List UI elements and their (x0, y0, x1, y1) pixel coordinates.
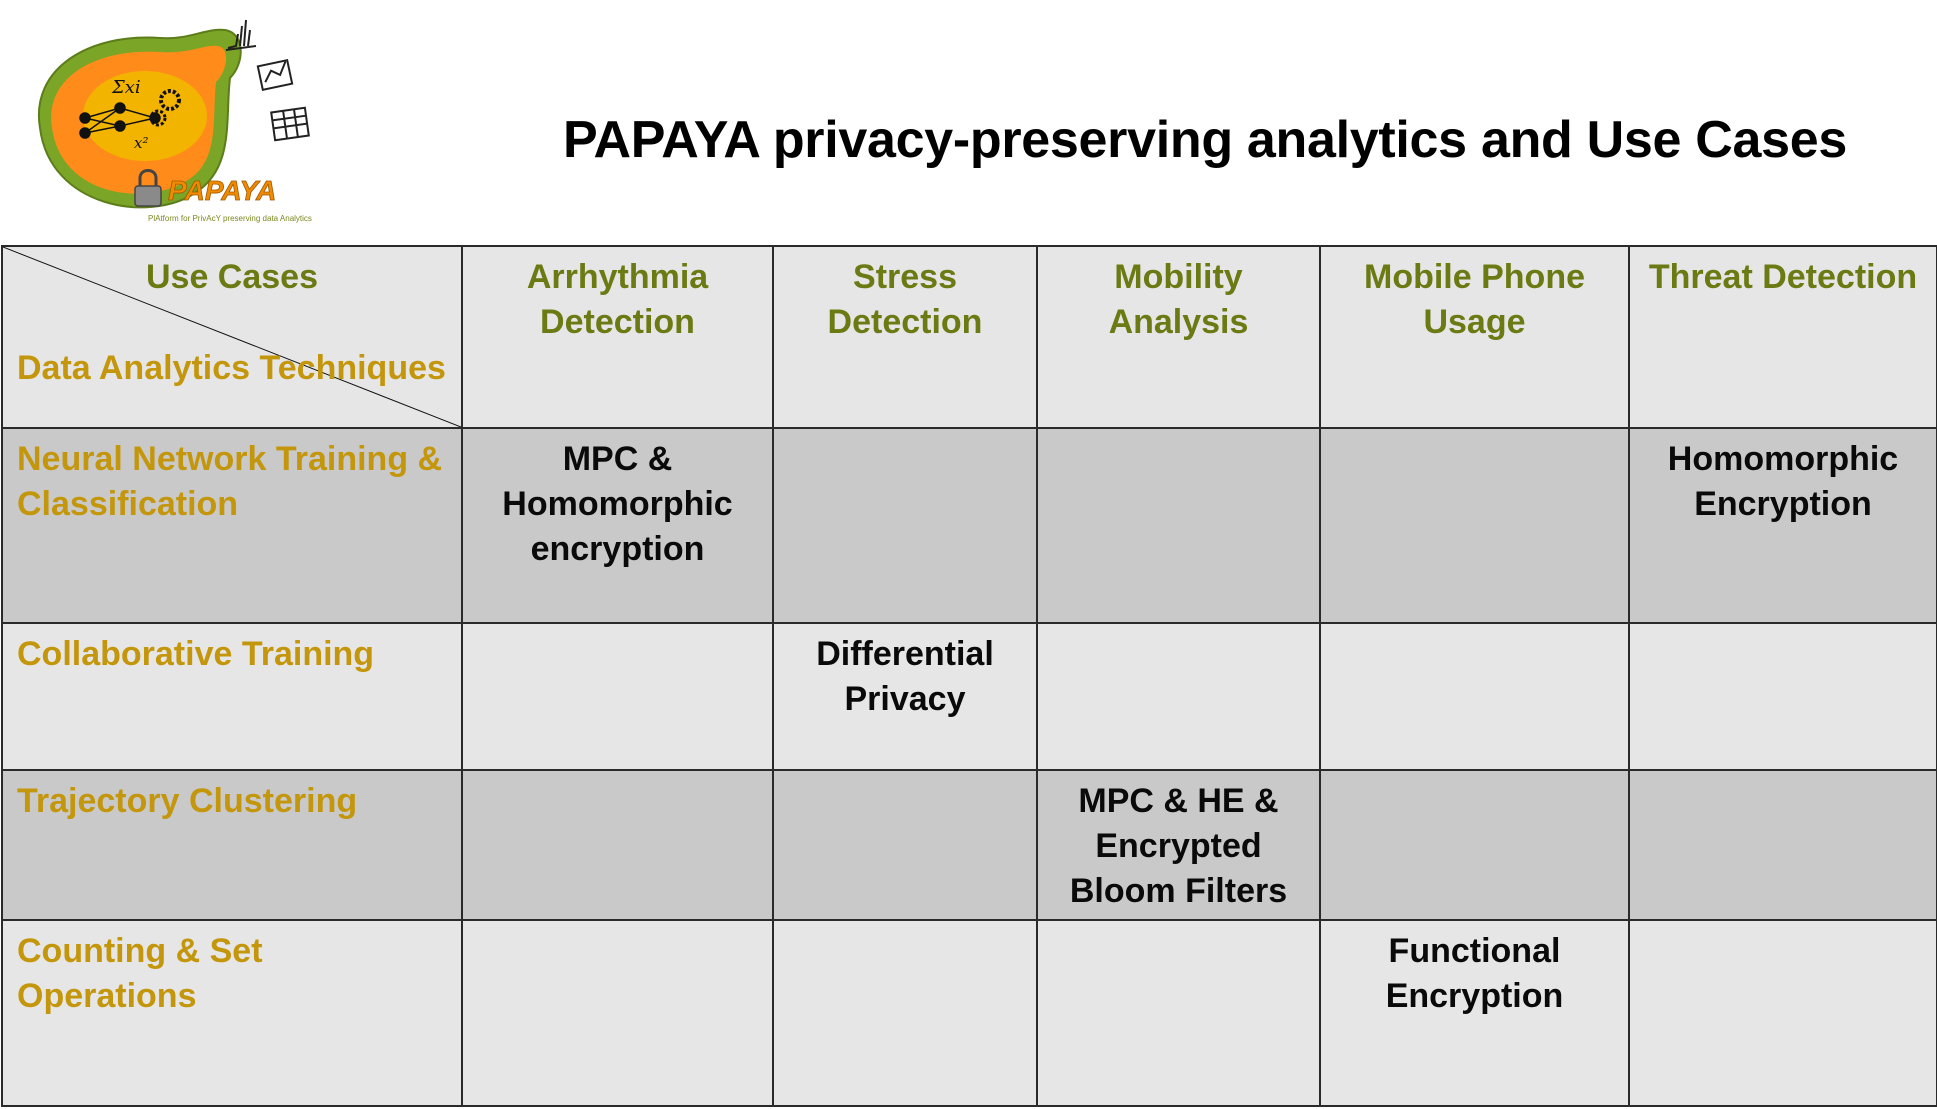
technique-cell: Differential Privacy (773, 623, 1037, 770)
svg-text:Σxi: Σxi (112, 77, 141, 98)
technique-cell: MPC & HE & Encrypted Bloom Filters (1037, 770, 1320, 920)
use-case-header: Mobility Analysis (1037, 246, 1320, 428)
corner-use-cases-label: Use Cases (145, 258, 318, 296)
technique-cell (1629, 920, 1937, 1106)
table-row (2, 428, 1937, 623)
technique-cell (462, 920, 773, 1106)
papaya-logo (30, 8, 370, 233)
use-case-header: Threat Detection (1629, 246, 1937, 428)
technique-cell: Functional Encryption (1320, 920, 1629, 1106)
technique-cell (462, 770, 773, 920)
table-row (2, 623, 1937, 770)
technique-cell (1037, 623, 1320, 770)
use-case-header: Arrhythmia Detection (462, 246, 773, 428)
technique-label: Neural Network Training & Classification (2, 428, 462, 623)
papaya-fruit-icon (30, 8, 370, 233)
table-row (2, 920, 1937, 1106)
techniques-use-cases-table (1, 245, 1937, 1107)
technique-cell (1037, 920, 1320, 1106)
technique-cell: MPC & Homomorphic encryption (462, 428, 773, 623)
svg-text:x²: x² (134, 134, 149, 152)
use-case-header: Stress Detection (773, 246, 1037, 428)
technique-cell (1320, 428, 1629, 623)
technique-cell (773, 428, 1037, 623)
table-header-row (2, 246, 1937, 428)
table-row (2, 770, 1937, 920)
page-title: PAPAYA privacy-preserving analytics and Use Cases (562, 111, 1848, 169)
corner-techniques-label: Data Analytics Techniques (17, 349, 446, 387)
technique-cell: Homomorphic Encryption (1629, 428, 1937, 623)
technique-label: Counting & Set Operations (2, 920, 462, 1106)
technique-cell (1629, 623, 1937, 770)
technique-cell (1037, 428, 1320, 623)
technique-cell (462, 623, 773, 770)
technique-label: Collaborative Training (2, 623, 462, 770)
technique-cell (1629, 770, 1937, 920)
technique-cell (773, 770, 1037, 920)
technique-cell (773, 920, 1037, 1106)
svg-text:PAPAYA: PAPAYA (168, 175, 277, 206)
technique-label: Trajectory Clustering (2, 770, 462, 920)
technique-cell (1320, 770, 1629, 920)
svg-text:PlAtform for PrivAcY preservin: PlAtform for PrivAcY preserving data Analytics (148, 214, 312, 223)
technique-cell (1320, 623, 1629, 770)
corner-cell (2, 246, 462, 428)
use-case-header: Mobile Phone Usage (1320, 246, 1629, 428)
